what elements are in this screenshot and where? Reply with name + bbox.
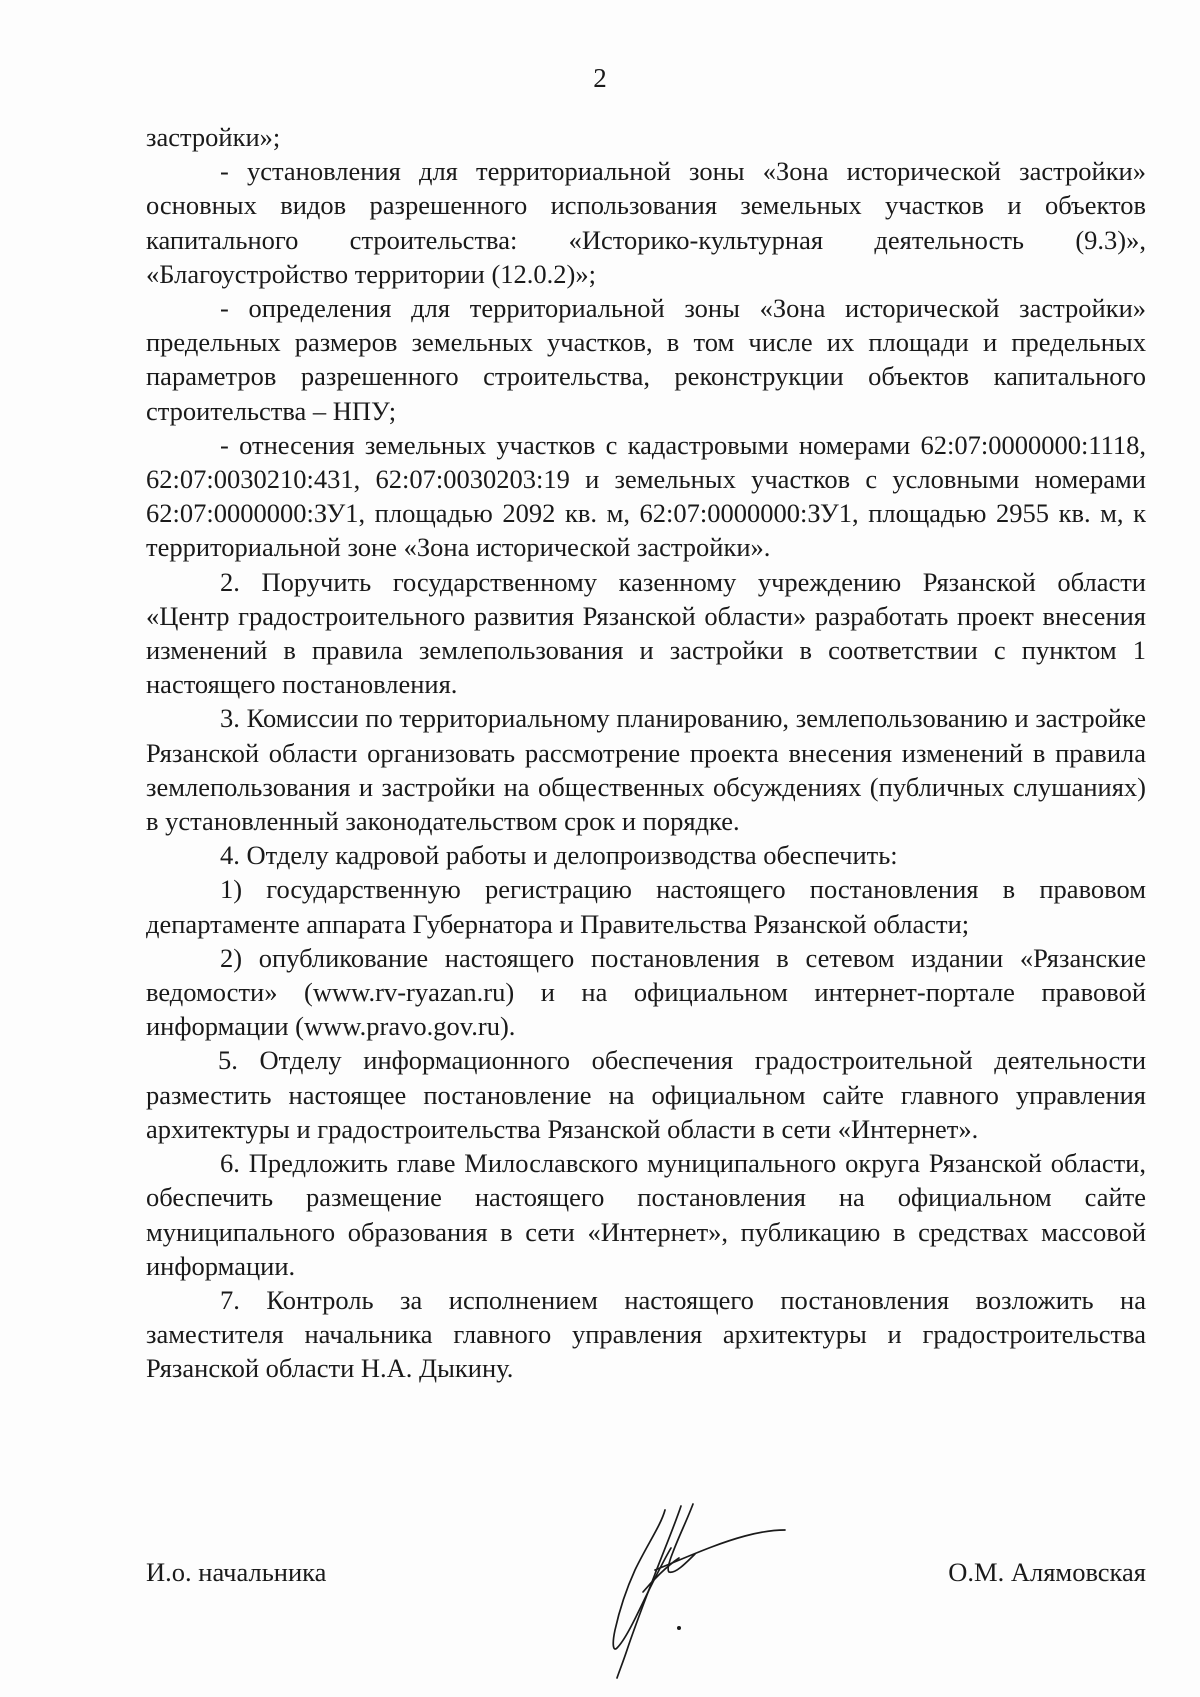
paragraph-item-4: 4. Отделу кадровой работы и делопроизводства обеспечить: [220,840,898,871]
paragraph-item-4-1: 1) государственную регистрацию настоящего постановления в правовом департаменте аппарата Губернатора и Правительства Рязанской области; [146,874,1146,939]
paragraph-item-5: 5. Отделу информационного обеспечения градостроительной деятельности разместить настоящее постановление на официальном сайте главного управления архитектуры и градостроительства Рязанской области в сети «Интернет». [146,1045,1146,1144]
paragraph-land-plots: - отнесения земельных участков с кадастровыми номерами 62:07:0000000:1118, 62:07:0030210:431, 62:07:0030203:19 и земельных участков с условными номерами 62:07:0000000:ЗУ1, площадью 2092 кв. м, 62:07:0000000:ЗУ1, площадью 2955 кв. м, к территориальной зоне «Зона исторической застройки». [146,429,1146,563]
paragraph-permitted-uses: - установления для территориальной зоны «Зона исторической застройки» основных видов разрешенного использования земельных участков и объектов капитального строительства: «Историко-культурная деятельность (9.3)», «Благоустройство территории (12.0.2)»; [146,156,1146,289]
paragraph-item-6: 6. Предложить главе Милославского муниципального округа Рязанской области, обеспечить размещение настоящего постановления на официальном сайте муниципального образования в сети «Интернет», публикацию в средствах массовой информации. [146,1148,1146,1281]
paragraph-continuation: застройки»; [146,122,281,152]
paragraph-size-limits: - определения для территориальной зоны «Зона исторической застройки» предельных размеров земельных участков, в том числе их площади и предельных параметров разрешенного строительства, реконструкции объектов капитального строительства – НПУ; [146,293,1146,426]
page-number: 2 [593,63,607,93]
signatory-name: О.М. Алямовская [948,1557,1146,1587]
signatory-position: И.о. начальника [146,1557,327,1587]
paragraph-item-7: 7. Контроль за исполнением настоящего постановления возложить на заместителя начальника главного управления архитектуры и градостроительства Рязанской области Н.А. Дыкину. [146,1284,1146,1384]
paragraph-item-4-2: 2) опубликование настоящего постановления в сетевом издании «Рязанские ведомости» (www.rv-ryazan.ru) и на официальном интернет-портале правовой информации (www.pravo.gov.ru). [146,942,1146,1042]
handwritten-signature [595,1500,795,1685]
paragraph-item-2: 2. Поручить государственному казенному учреждению Рязанской области «Центр градостроительного развития Рязанской области» разработать проект внесения изменений в правила землепользования и застройки в соответствии с пунктом 1 настоящего постановления. [146,566,1146,700]
document-body [146,120,1146,1386]
paragraph-item-3: 3. Комиссии по территориальному планированию, землепользованию и застройке Рязанской области организовать рассмотрение проекта внесения изменений в правила землепользования и застройки на общественных обсуждениях (публичных слушаниях) в установленный законодательством срок и порядке. [146,703,1146,837]
